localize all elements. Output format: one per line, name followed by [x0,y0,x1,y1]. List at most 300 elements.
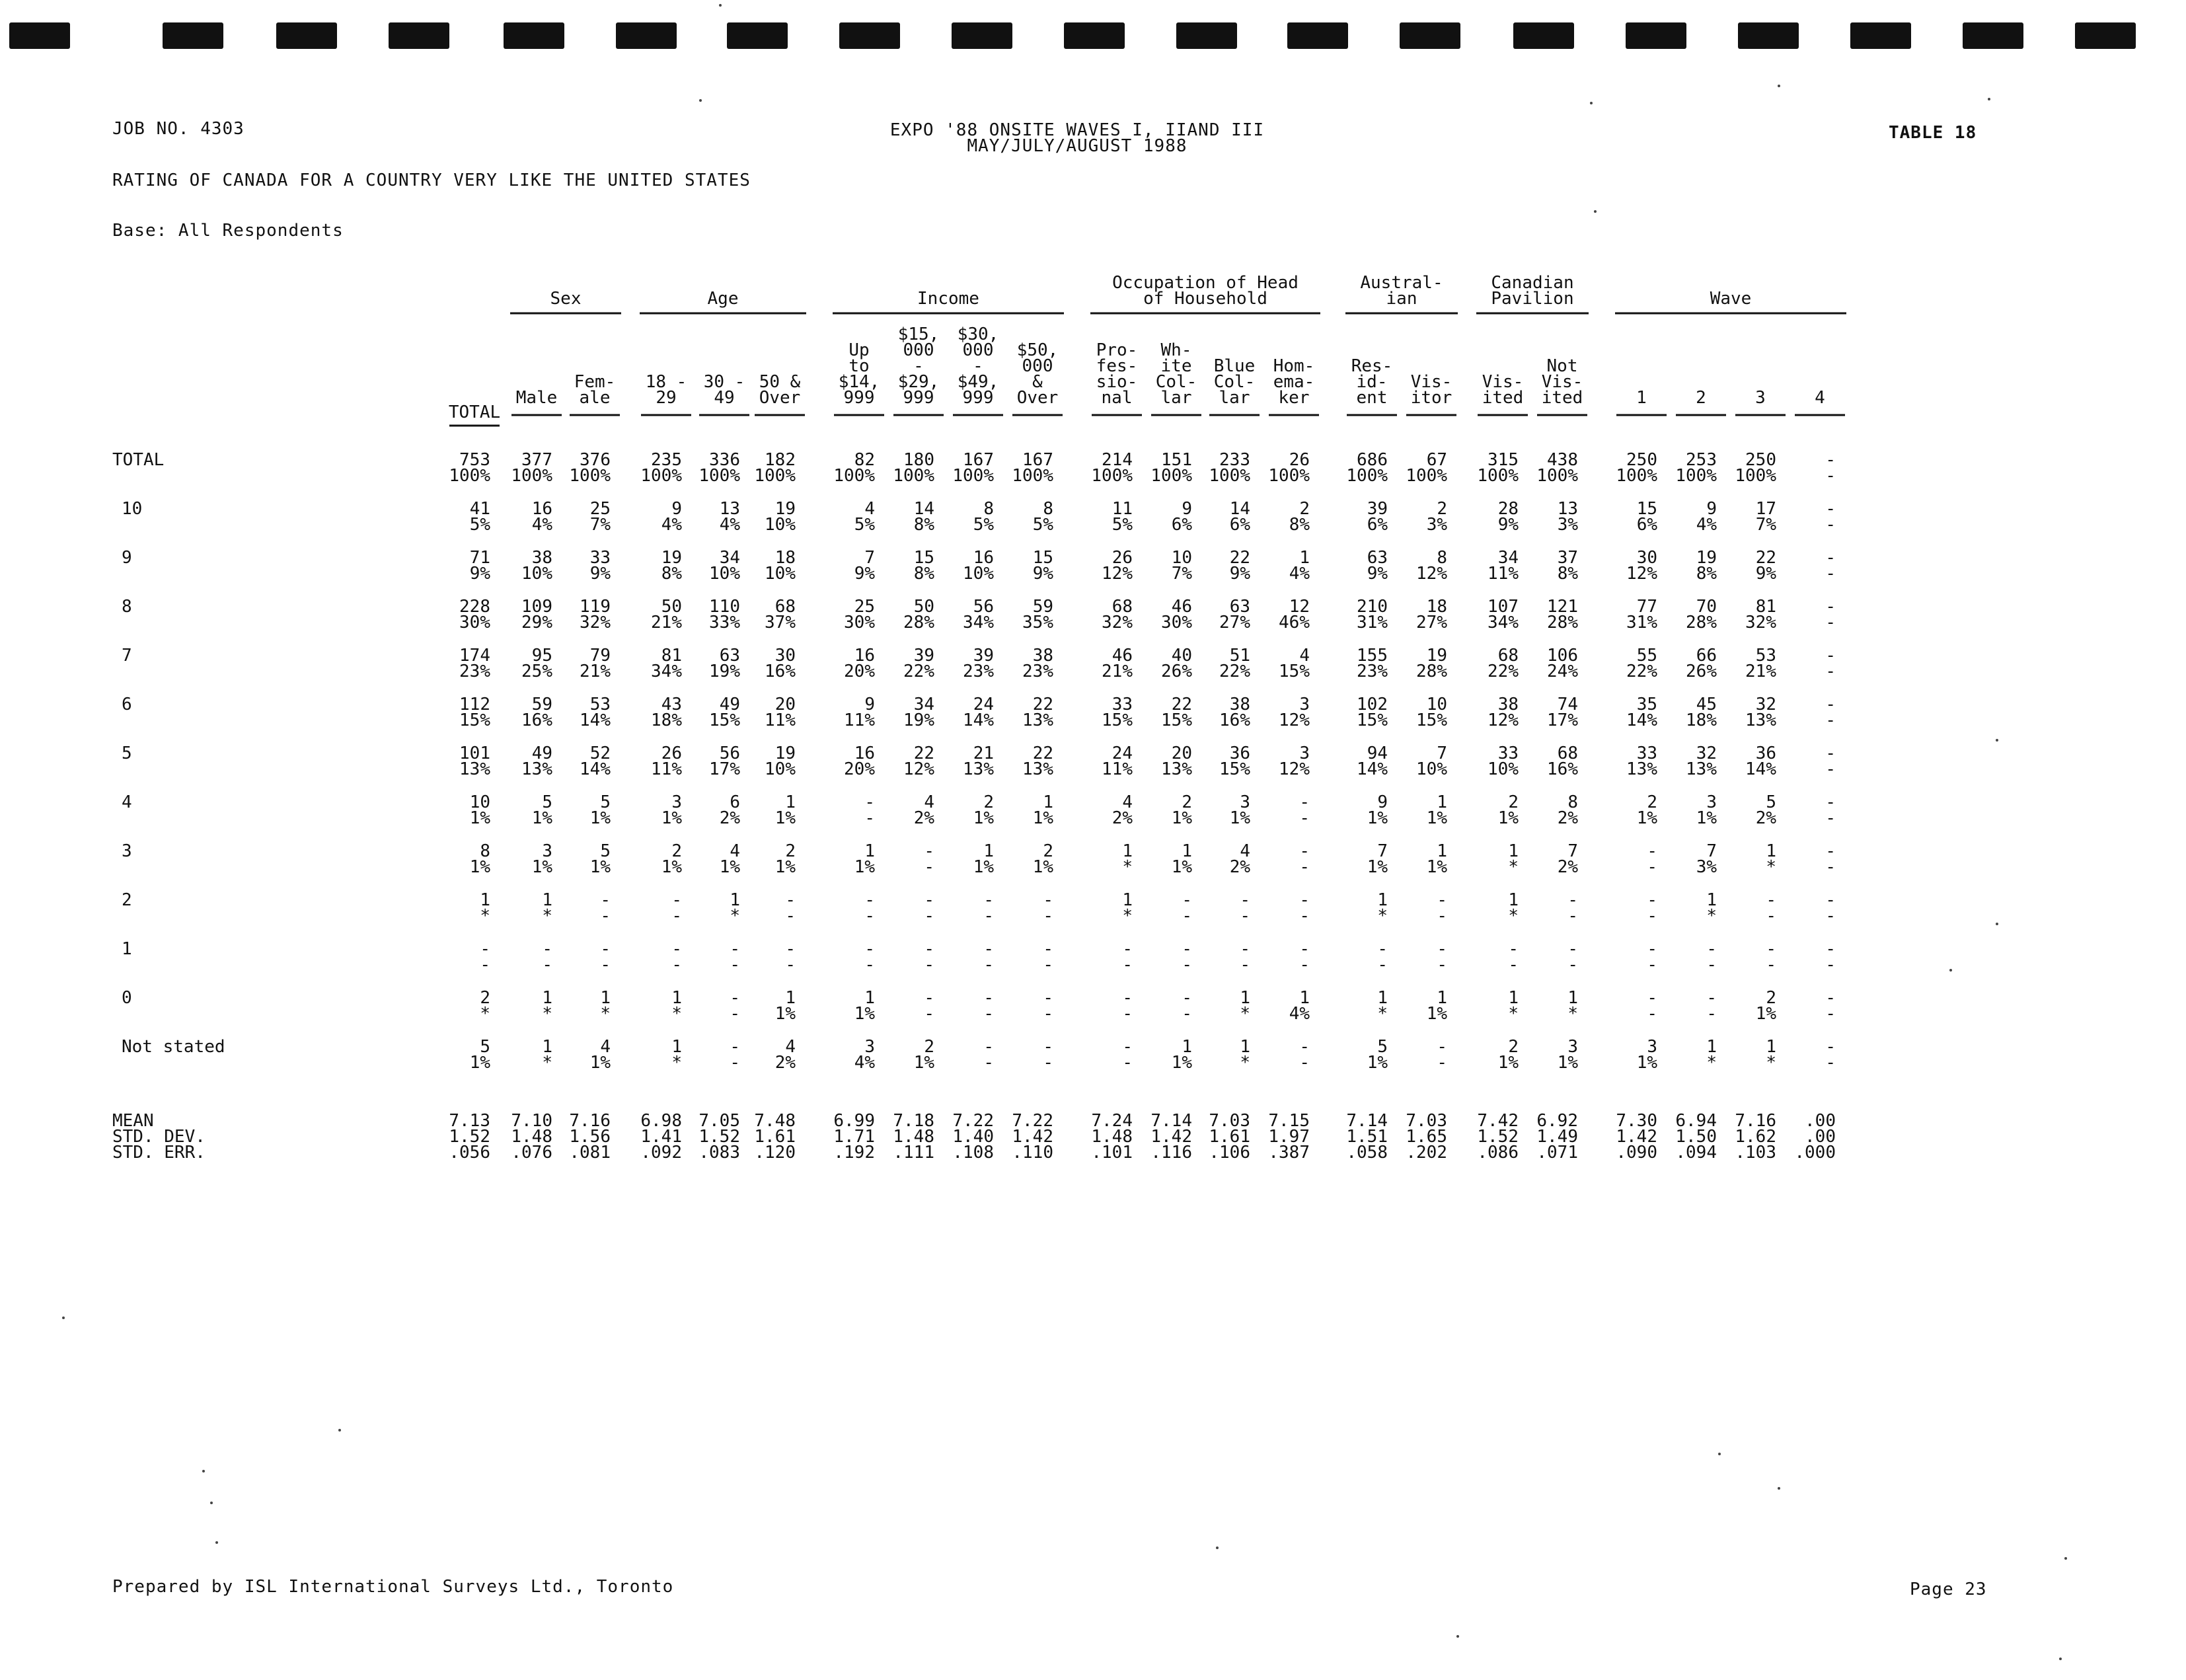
stat-value: .081 [569,1143,611,1163]
cell-count: 2 [1508,792,1519,812]
cell-percent: - [1299,808,1310,828]
cell-percent: 32% [1102,613,1133,632]
stat-value: 1.48 [1091,1127,1133,1147]
cell-percent: 16% [1547,759,1578,779]
cell-count: 94 [1367,744,1388,763]
cell-count: 66 [1696,646,1717,666]
cell-percent: 1% [1171,808,1192,828]
cell-count: - [1647,841,1657,861]
scan-speck [1216,1546,1219,1549]
cell-percent: * [671,1004,682,1024]
cell-count: 4 [864,499,875,519]
cell-percent: 1% [1696,808,1717,828]
cell-count: - [1122,988,1133,1008]
cell-count: 12 [1289,597,1310,617]
cell-percent: - [1043,1004,1053,1024]
stat-value: .056 [449,1143,490,1163]
stat-value: 7.14 [1346,1111,1388,1131]
cell-percent: 26% [1161,662,1192,681]
stat-value: 1.71 [833,1127,875,1147]
cell-count: 18 [1426,597,1447,617]
stat-value: .111 [893,1143,934,1163]
cell-count: - [1825,988,1836,1008]
cell-count: 2 [1508,1037,1519,1057]
cell-percent: 21% [651,613,682,632]
cell-count: 1 [480,890,490,910]
cell-count: 22 [1171,695,1192,714]
cell-percent: 22% [903,662,934,681]
cell-count: 8 [983,499,994,519]
cell-percent: 10% [765,759,796,779]
cell-percent: 6% [1171,515,1192,535]
cell-percent: * [1508,1004,1519,1024]
row-label: 9 [122,548,132,568]
cell-count: 51 [1229,646,1250,666]
cell-percent: - [1043,1053,1053,1073]
column-header-label: ker [1278,388,1310,408]
cell-percent: - [1766,955,1776,975]
cell-percent: 1% [531,857,552,877]
cell-count: 1 [785,988,796,1008]
stat-value: .120 [754,1143,796,1163]
scan-speck [1988,98,1990,100]
cell-percent: 20% [844,759,875,779]
column-header-label: 000 [903,340,934,360]
group-header-label: Austral- [1360,273,1443,293]
column-header-label: 49 [714,388,735,408]
cell-percent: 28% [1416,662,1447,681]
cell-percent: 1% [1032,808,1053,828]
cell-count: - [1122,1037,1133,1057]
column-header-label: Vis- [1541,372,1583,392]
cell-percent: 5% [469,515,490,535]
cell-count: 55 [1636,646,1657,666]
cell-count: 10 [1426,695,1447,714]
cell-percent: 15% [1102,710,1133,730]
cell-count: 4 [924,792,934,812]
stat-value: 1.62 [1735,1127,1776,1147]
cell-percent: 9% [1367,564,1388,584]
scan-speck [1718,1453,1721,1455]
stat-value: .076 [511,1143,552,1163]
stat-value: .000 [1794,1143,1836,1163]
cell-percent: 2% [1755,808,1776,828]
group-header-label: Wave [1710,289,1752,309]
scan-speck [1996,923,1998,925]
cell-percent: 46% [1279,613,1310,632]
cell-percent: - [730,1053,740,1073]
cell-percent: 10% [1416,759,1447,779]
cell-percent: - [1825,564,1836,584]
column-header-label: 30 - [703,372,745,392]
cell-count: - [1299,792,1310,812]
cell-count: 33 [1112,695,1133,714]
cell-percent: 31% [1626,613,1657,632]
group-header-label: Pavilion [1491,289,1574,309]
cell-count: 4 [1122,792,1133,812]
scan-speck [1778,1487,1780,1490]
cell-count: 4 [730,841,740,861]
cell-percent: 15% [1279,662,1310,681]
cell-percent: - [671,955,682,975]
cell-count: 24 [1112,744,1133,763]
column-header-label: $49, [957,372,999,392]
cell-percent: 3% [1696,857,1717,877]
cell-percent: - [1825,759,1836,779]
cell-percent: 19% [709,662,740,681]
cell-count: 1 [1122,841,1133,861]
cell-count: 2 [480,988,490,1008]
cell-count: 2 [671,841,682,861]
cell-percent: 1% [589,857,611,877]
cell-count: - [542,939,552,959]
cell-percent: 100% [698,466,740,486]
cell-count: 32 [1755,695,1776,714]
cell-count: - [730,939,740,959]
cell-percent: * [1567,1004,1578,1024]
cell-count: - [1825,1037,1836,1057]
cell-count: - [1122,939,1133,959]
cell-percent: 100% [1406,466,1447,486]
cell-count: - [924,939,934,959]
cell-count: - [1825,890,1836,910]
cell-percent: 1% [1636,808,1657,828]
cell-percent: 17% [1547,710,1578,730]
cell-count: 102 [1357,695,1388,714]
cell-count: - [1182,988,1192,1008]
cell-count: - [1437,1037,1447,1057]
cell-percent: - [542,955,552,975]
row-label: 7 [122,646,132,666]
stat-value: .110 [1012,1143,1053,1163]
cell-percent: 3% [1426,515,1447,535]
scan-speck [2064,1557,2067,1560]
cell-percent: - [1825,857,1836,877]
cell-count: 9 [1377,792,1388,812]
cell-count: 19 [774,744,796,763]
cell-percent: - [864,955,875,975]
row-label: TOTAL [112,450,165,470]
cell-count: 2 [1647,792,1657,812]
cell-percent: 100% [1150,466,1192,486]
cell-percent: 13% [1161,759,1192,779]
cell-count: 11 [1112,499,1133,519]
column-header-label: ale [579,388,611,408]
column-header-label: 50 & [759,372,801,392]
cell-count: 50 [913,597,934,617]
cell-count: 2 [1766,988,1776,1008]
cell-percent: 9% [1497,515,1519,535]
cell-count: 40 [1171,646,1192,666]
cell-percent: 6% [1367,515,1388,535]
cell-count: - [983,1037,994,1057]
cell-percent: 14% [580,759,611,779]
stat-value: 7.03 [1209,1111,1250,1131]
stat-value: 1.49 [1536,1127,1578,1147]
cell-percent: - [1706,955,1717,975]
scan-speck [338,1429,341,1432]
stat-value: 6.92 [1536,1111,1578,1131]
cell-percent: 100% [1268,466,1310,486]
cell-count: 33 [589,548,611,568]
job-number: JOB NO. 4303 [112,119,245,139]
cell-count: - [1825,792,1836,812]
cell-percent: 1% [1171,1053,1192,1073]
cell-count: - [864,939,875,959]
cell-count: - [1825,939,1836,959]
cell-count: - [730,1037,740,1057]
cell-count: 38 [531,548,552,568]
cell-percent: - [730,1004,740,1024]
cell-count: - [1043,988,1053,1008]
cell-count: 70 [1696,597,1717,617]
cell-count: 109 [521,597,552,617]
cell-count: 2 [1182,792,1192,812]
cell-percent: * [480,906,490,926]
cell-count: 39 [1367,499,1388,519]
cell-count: 43 [661,695,682,714]
cell-count: - [864,890,875,910]
cell-percent: - [1122,955,1133,975]
cell-percent: * [1377,1004,1388,1024]
cell-count: 30 [1636,548,1657,568]
stat-value: 1.51 [1346,1127,1388,1147]
cell-percent: 34% [651,662,682,681]
cell-percent: 16% [521,710,552,730]
stat-value: 1.56 [569,1127,611,1147]
cell-percent: 1% [973,808,994,828]
cell-percent: - [1240,906,1250,926]
cell-count: 81 [1755,597,1776,617]
cell-count: 2 [1043,841,1053,861]
cell-percent: 100% [1536,466,1578,486]
column-header-label: itor [1410,388,1452,408]
cell-percent: 9% [469,564,490,584]
cell-percent: 9% [854,564,875,584]
cell-count: 1 [983,841,994,861]
cell-percent: 6% [1229,515,1250,535]
cell-percent: 18% [651,710,682,730]
cell-count: 1 [1706,1037,1717,1057]
cell-count: 68 [1497,646,1519,666]
cell-count: 34 [913,695,934,714]
cell-percent: - [983,955,994,975]
cell-percent: 23% [459,662,490,681]
cell-percent: 8% [661,564,682,584]
cell-percent: 100% [511,466,552,486]
cell-percent: * [1706,906,1717,926]
cell-count: 26 [661,744,682,763]
cell-percent: 15% [459,710,490,730]
column-header-label: ited [1541,388,1583,408]
cell-percent: 29% [521,613,552,632]
cell-percent: * [1508,857,1519,877]
cell-count: - [1825,499,1836,519]
stat-value: 7.14 [1150,1111,1192,1131]
cell-percent: * [671,1053,682,1073]
group-header-label: of Household [1143,289,1267,309]
cell-percent: 4% [719,515,740,535]
stat-value: .058 [1346,1143,1388,1163]
cell-percent: 2% [1557,857,1578,877]
cell-percent: 1% [1426,1004,1447,1024]
cell-count: 26 [1289,450,1310,470]
cell-count: - [1825,548,1836,568]
cell-percent: 1% [469,808,490,828]
cell-percent: - [1647,1004,1657,1024]
cell-percent: 9% [1755,564,1776,584]
cell-count: - [1706,939,1717,959]
cell-count: 121 [1547,597,1578,617]
cell-percent: 10% [709,564,740,584]
cell-percent: - [785,906,796,926]
cell-count: 1 [730,890,740,910]
cell-percent: - [924,1004,934,1024]
cell-count: - [1567,890,1578,910]
cell-count: 9 [864,695,875,714]
cell-count: 2 [924,1037,934,1057]
cell-count: 3 [864,1037,875,1057]
cell-percent: 16% [1219,710,1250,730]
cell-percent: 20% [844,662,875,681]
cell-percent: 12% [1102,564,1133,584]
cell-count: 9 [1182,499,1192,519]
cell-percent: 8% [1696,564,1717,584]
cell-percent: 28% [903,613,934,632]
cell-percent: * [1377,906,1388,926]
cell-percent: * [1122,857,1133,877]
stat-label: STD. ERR. [112,1143,206,1163]
cell-count: 107 [1488,597,1519,617]
cell-count: 28 [1497,499,1519,519]
row-label: 4 [122,792,132,812]
cell-percent: 13% [521,759,552,779]
stat-value: 7.10 [511,1111,552,1131]
column-header-label: to [848,356,870,376]
cell-count: - [1825,450,1836,470]
row-label: 10 [122,499,143,519]
cell-percent: - [730,955,740,975]
cell-count: - [671,939,682,959]
cell-count: - [1043,1037,1053,1057]
stat-value: 1.52 [449,1127,490,1147]
cell-percent: 4% [661,515,682,535]
cell-count: 376 [580,450,611,470]
cell-count: 1 [671,1037,682,1057]
cell-count: 74 [1557,695,1578,714]
cell-percent: - [1377,955,1388,975]
cell-percent: 30% [844,613,875,632]
cell-percent: 9% [589,564,611,584]
cell-percent: - [1299,857,1310,877]
cell-count: 2 [785,841,796,861]
cell-percent: 34% [1488,613,1519,632]
cell-count: 210 [1357,597,1388,617]
cell-count: 95 [531,646,552,666]
cell-percent: 12% [1279,759,1310,779]
cell-percent: 1% [1755,1004,1776,1024]
cell-percent: 5% [1112,515,1133,535]
cell-count: 7 [1437,744,1447,763]
cell-count: - [983,890,994,910]
cell-count: 5 [1766,792,1776,812]
cell-count: 214 [1102,450,1133,470]
stat-value: .103 [1735,1143,1776,1163]
cell-count: - [1377,939,1388,959]
cell-percent: 25% [521,662,552,681]
stat-value: .108 [952,1143,994,1163]
cell-count: 56 [973,597,994,617]
column-header-label: & [1032,372,1043,392]
cell-count: 1 [542,890,552,910]
cell-count: 1 [1437,792,1447,812]
cell-count: 250 [1745,450,1776,470]
cell-percent: 27% [1416,613,1447,632]
cell-percent: 1% [1171,857,1192,877]
column-header-label: - [973,356,983,376]
cell-percent: 14% [1745,759,1776,779]
cell-count: 1 [1567,988,1578,1008]
cell-percent: - [1766,906,1776,926]
column-header-label: 1 [1636,388,1647,408]
cell-count: - [1825,646,1836,666]
row-label: 1 [122,939,132,959]
cell-percent: 18% [1686,710,1717,730]
cell-percent: 13% [1022,759,1053,779]
cell-count: 26 [1112,548,1133,568]
scan-speck [719,4,722,7]
cell-count: 9 [671,499,682,519]
cell-count: - [1825,597,1836,617]
cell-count: - [1437,939,1447,959]
cell-percent: 13% [1626,759,1657,779]
cell-count: 7 [1567,841,1578,861]
cell-percent: 5% [973,515,994,535]
cell-percent: - [1825,808,1836,828]
cell-percent: 4% [854,1053,875,1073]
cell-percent: 100% [449,466,490,486]
cell-count: 35 [1636,695,1657,714]
cell-percent: 31% [1357,613,1388,632]
cell-percent: 17% [709,759,740,779]
cell-percent: * [1240,1053,1250,1073]
cell-count: 68 [1557,744,1578,763]
cell-percent: 33% [709,613,740,632]
scan-speck [2059,1658,2062,1660]
column-header-label: $15, [897,325,940,344]
cell-percent: - [1825,466,1836,486]
cell-percent: 2% [774,1053,796,1073]
cell-percent: 21% [580,662,611,681]
cell-percent: 14% [580,710,611,730]
cell-percent: 100% [1477,466,1519,486]
cell-count: 4 [785,1037,796,1057]
cell-count: - [1299,1037,1310,1057]
cell-count: 68 [1112,597,1133,617]
cell-count: 50 [661,597,682,617]
cell-percent: 2% [1229,857,1250,877]
cell-count: 22 [1229,548,1250,568]
cell-count: 37 [1557,548,1578,568]
cell-percent: 10% [963,564,994,584]
cell-percent: 15% [1416,710,1447,730]
cell-count: 8 [1567,792,1578,812]
cell-percent: 2% [913,808,934,828]
stat-value: 7.42 [1477,1111,1519,1131]
column-header-label: Male [515,388,558,408]
stat-value: 6.98 [640,1111,682,1131]
prepared-by: Prepared by ISL International Surveys Ltd., Toronto [112,1577,674,1597]
